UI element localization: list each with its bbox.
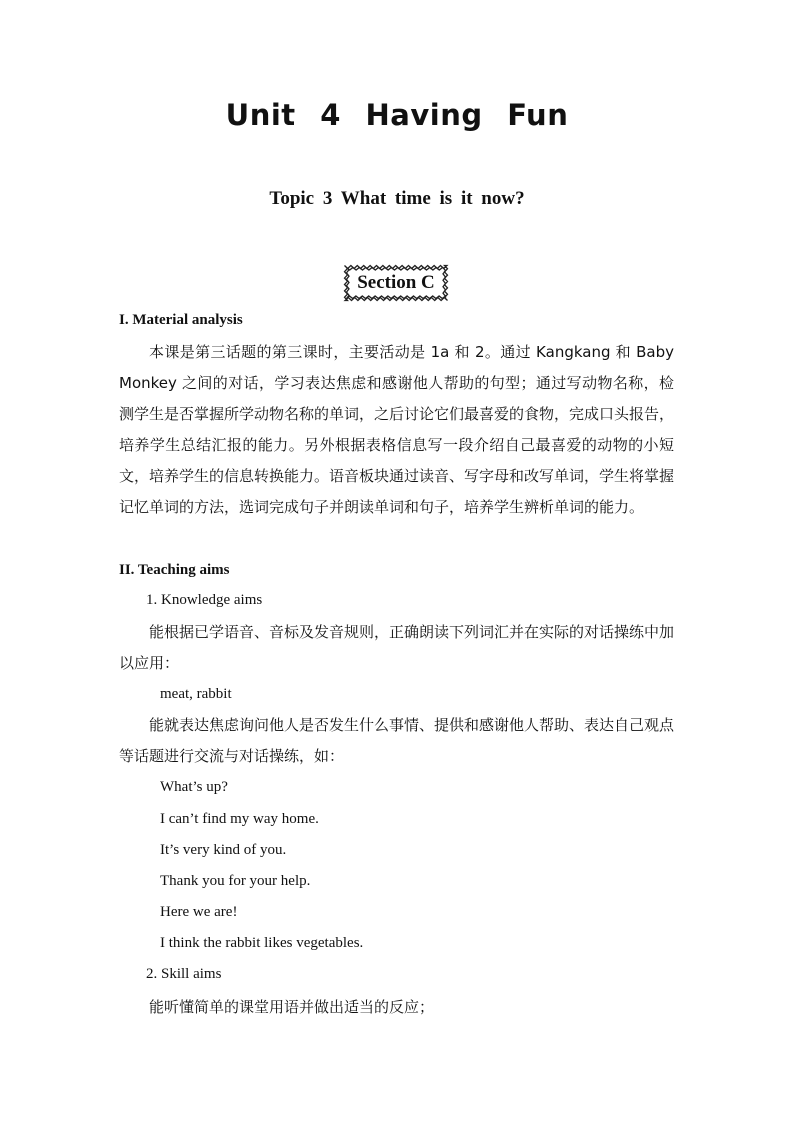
sentence-item: Here we are! (160, 904, 238, 920)
heading-material-analysis: I. Material analysis (119, 312, 243, 328)
material-analysis-text: 本课是第三话题的第三课时，主要活动是 1a 和 2。通过 Kangkang 和 Baby Monkey 之间的对话，学习表达焦虑和感谢他人帮助的句型；通过写动物名称，检测学生是否掌握所学动物名称的单词，之后讨论它们最喜爱的食物，完成口头报告，培养学生总结汇报的能力。另外根据表格信息写一段介绍自己最喜爱的动物的小短文，培养学生的信息转换能力。语音板块通过读音、写字母和改写单词，学生将掌握记忆单词的方法，选词完成句子并朗读单词和句子，培养学生辨析单词的能力。 (119, 343, 675, 516)
sentence-item: It’s very kind of you. (160, 842, 287, 858)
knowledge-aims-label: 1. Knowledge aims (146, 592, 263, 608)
skill-aims-text-1: 能听懂简单的课堂用语并做出适当的反应； (149, 998, 435, 1016)
skill-aims-label: 2. Skill aims (146, 966, 222, 982)
sentence-item: I think the rabbit likes vegetables. (160, 935, 364, 951)
knowledge-words: meat, rabbit (160, 686, 232, 702)
unit-title: Unit 4 Having Fun (225, 98, 569, 132)
sentence-item: I can’t find my way home. (160, 811, 319, 827)
topic-title: Topic 3 What time is it now? (269, 188, 525, 209)
heading-teaching-aims: II. Teaching aims (119, 562, 230, 578)
knowledge-aims-text-2: 能就表达焦虑询问他人是否发生什么事情、提供和感谢他人帮助、表达自己观点等话题进行交流与对话操练，如： (119, 716, 675, 765)
section-label-box (343, 264, 449, 302)
sentence-item: Thank you for your help. (160, 873, 311, 889)
section-label: Section C (357, 272, 435, 293)
sentence-item: What’s up? (160, 779, 228, 795)
knowledge-aims-text-1: 能根据已学语音、音标及发音规则，正确朗读下列词汇并在实际的对话操练中加以应用： (119, 623, 675, 672)
